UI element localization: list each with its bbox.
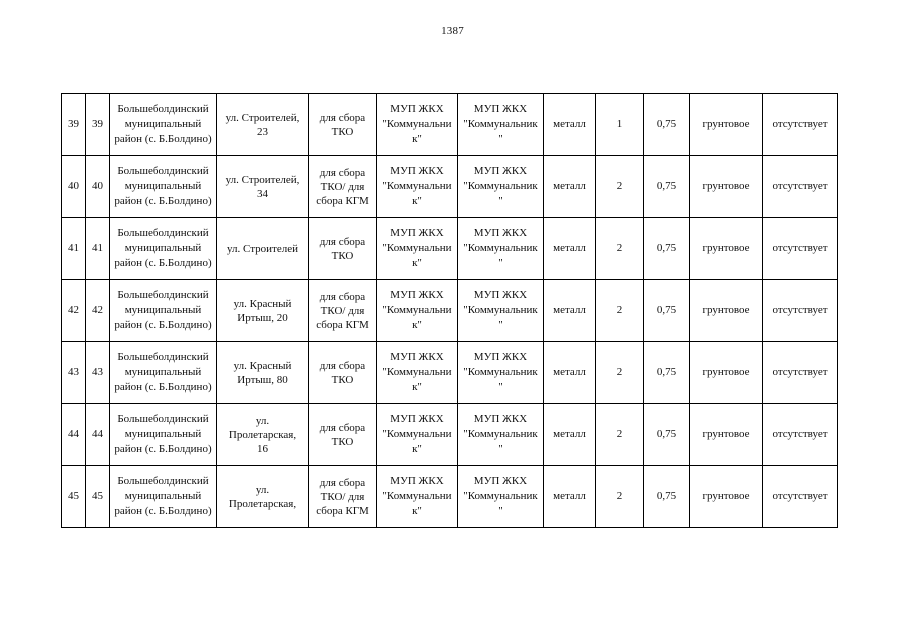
table-row [62,218,838,280]
container-count-cell: 2 [596,280,644,342]
district-cell: Большеболдинский муниципальный район (с. Б.Болдино) [110,156,217,218]
owner-cell: МУП ЖКХ "Коммунальни к" [377,280,458,342]
fence-cell: отсутствует [763,466,838,528]
operator-cell: МУП ЖКХ "Коммунальник " [458,404,544,466]
operator-cell: МУП ЖКХ "Коммунальник " [458,342,544,404]
operator-cell: МУП ЖКХ "Коммунальник " [458,280,544,342]
surface-type-cell: грунтовое [690,342,763,404]
container-volume-cell: 0,75 [644,94,690,156]
fence-cell: отсутствует [763,94,838,156]
street-address-cell: ул. Строителей, 23 [217,94,309,156]
purpose-cell: для сбора ТКО [309,94,377,156]
container-material-cell: металл [544,404,596,466]
district-cell: Большеболдинский муниципальный район (с. Б.Болдино) [110,280,217,342]
site-number-cell: 44 [86,404,110,466]
row-number-cell: 41 [62,218,86,280]
operator-cell: МУП ЖКХ "Коммунальник " [458,218,544,280]
site-number-cell: 39 [86,94,110,156]
purpose-cell: для сбора ТКО [309,218,377,280]
operator-cell: МУП ЖКХ "Коммунальник " [458,94,544,156]
purpose-cell: для сбора ТКО/ для сбора КГМ [309,280,377,342]
row-number-cell: 43 [62,342,86,404]
table-row [62,280,838,342]
surface-type-cell: грунтовое [690,156,763,218]
table-row [62,156,838,218]
table-row [62,404,838,466]
row-number-cell: 42 [62,280,86,342]
fence-cell: отсутствует [763,218,838,280]
purpose-cell: для сбора ТКО/ для сбора КГМ [309,466,377,528]
surface-type-cell: грунтовое [690,466,763,528]
fence-cell: отсутствует [763,404,838,466]
container-count-cell: 2 [596,218,644,280]
street-address-cell: ул. Строителей, 34 [217,156,309,218]
table-row [62,342,838,404]
container-count-cell: 2 [596,156,644,218]
container-volume-cell: 0,75 [644,156,690,218]
street-address-cell: ул. Пролетарская, [217,466,309,528]
container-material-cell: металл [544,466,596,528]
row-number-cell: 45 [62,466,86,528]
container-count-cell: 2 [596,466,644,528]
row-number-cell: 39 [62,94,86,156]
table-body [62,94,838,528]
surface-type-cell: грунтовое [690,94,763,156]
container-count-cell: 1 [596,94,644,156]
container-material-cell: металл [544,280,596,342]
page-number: 1387 [441,25,464,37]
street-address-cell: ул. Пролетарская, 16 [217,404,309,466]
table-row [62,466,838,528]
owner-cell: МУП ЖКХ "Коммунальни к" [377,156,458,218]
site-number-cell: 40 [86,156,110,218]
container-volume-cell: 0,75 [644,342,690,404]
container-volume-cell: 0,75 [644,218,690,280]
site-number-cell: 43 [86,342,110,404]
owner-cell: МУП ЖКХ "Коммунальни к" [377,404,458,466]
owner-cell: МУП ЖКХ "Коммунальни к" [377,218,458,280]
district-cell: Большеболдинский муниципальный район (с. Б.Болдино) [110,342,217,404]
container-material-cell: металл [544,218,596,280]
container-volume-cell: 0,75 [644,280,690,342]
table-row [62,94,838,156]
owner-cell: МУП ЖКХ "Коммунальни к" [377,342,458,404]
fence-cell: отсутствует [763,280,838,342]
row-number-cell: 40 [62,156,86,218]
operator-cell: МУП ЖКХ "Коммунальник " [458,156,544,218]
district-cell: Большеболдинский муниципальный район (с. Б.Болдино) [110,466,217,528]
street-address-cell: ул. Красный Иртыш, 20 [217,280,309,342]
street-address-cell: ул. Красный Иртыш, 80 [217,342,309,404]
street-address-cell: ул. Строителей [217,218,309,280]
container-count-cell: 2 [596,404,644,466]
fence-cell: отсутствует [763,342,838,404]
container-material-cell: металл [544,94,596,156]
surface-type-cell: грунтовое [690,280,763,342]
surface-type-cell: грунтовое [690,218,763,280]
container-volume-cell: 0,75 [644,404,690,466]
container-material-cell: металл [544,342,596,404]
container-volume-cell: 0,75 [644,466,690,528]
operator-cell: МУП ЖКХ "Коммунальник " [458,466,544,528]
purpose-cell: для сбора ТКО/ для сбора КГМ [309,156,377,218]
container-sites-table [61,93,838,528]
purpose-cell: для сбора ТКО [309,342,377,404]
owner-cell: МУП ЖКХ "Коммунальни к" [377,466,458,528]
district-cell: Большеболдинский муниципальный район (с. Б.Болдино) [110,218,217,280]
fence-cell: отсутствует [763,156,838,218]
district-cell: Большеболдинский муниципальный район (с. Б.Болдино) [110,94,217,156]
row-number-cell: 44 [62,404,86,466]
site-number-cell: 45 [86,466,110,528]
purpose-cell: для сбора ТКО [309,404,377,466]
owner-cell: МУП ЖКХ "Коммунальни к" [377,94,458,156]
district-cell: Большеболдинский муниципальный район (с. Б.Болдино) [110,404,217,466]
container-count-cell: 2 [596,342,644,404]
surface-type-cell: грунтовое [690,404,763,466]
site-number-cell: 42 [86,280,110,342]
site-number-cell: 41 [86,218,110,280]
container-material-cell: металл [544,156,596,218]
